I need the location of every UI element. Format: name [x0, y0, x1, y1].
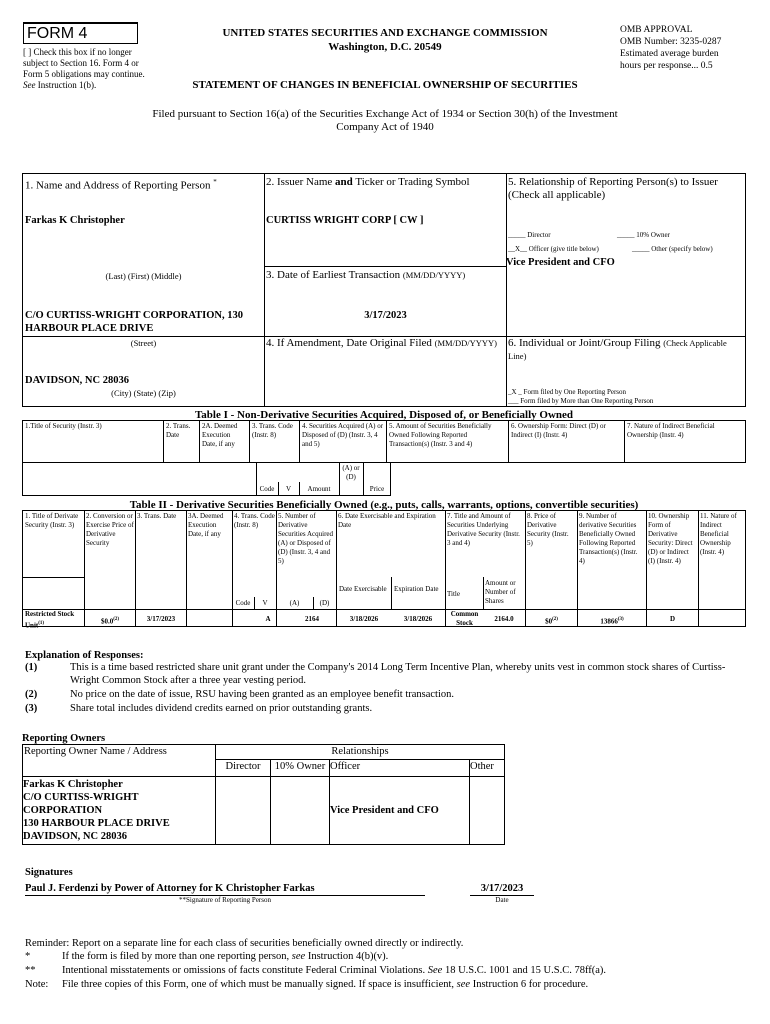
earliest-transaction-date: 3/17/2023	[364, 310, 407, 321]
reminder-note: Note: File three copies of this Form, one of which must be manually signed. If space is insufficient, see Instruction 6 for procedure.	[25, 979, 589, 990]
form-title-box	[23, 22, 138, 44]
table1	[22, 420, 746, 463]
t2-amt: Amount or Number of Shares	[485, 579, 516, 605]
officer-check: __X__ Officer (give title below)	[508, 245, 599, 253]
t2-row-expiration: 3/18/2026	[403, 615, 433, 623]
t1-h4: 4. Securities Acquired (A) or Disposed of (D) (Instr. 3, 4 and 5)	[300, 421, 387, 463]
t2-h4: 4. Trans. Code (Instr. 8)	[234, 512, 275, 529]
divider	[23, 609, 746, 610]
t2-row-price: $0$^{(2)}$	[545, 617, 558, 626]
t1-h3: 3. Trans. Code (Instr. 8)	[250, 421, 300, 463]
owners-col-rel: Relationships	[216, 745, 505, 760]
owner-director	[216, 777, 271, 845]
street-hint: (Street)	[130, 338, 157, 348]
t1-aord: (A) or (D)	[342, 464, 360, 481]
owners-col-director: Director	[216, 760, 271, 777]
t2-row-form: D	[669, 615, 676, 623]
t2-row-security: Restricted Stock Unit$^{(1)}$	[25, 610, 75, 630]
box1-label: 1. Name and Address of Reporting Person *	[25, 178, 217, 192]
divider	[391, 577, 392, 609]
t1-h5: 5. Amount of Securities Beneficially Owned Following Reported Transaction(s) (Instr. 3 and 4)	[387, 421, 509, 463]
t2-h2: 2. Conversion or Exercise Price of Derivative Security	[86, 512, 134, 547]
divider	[264, 266, 506, 267]
t2-row-a: 2164	[305, 615, 319, 623]
owners-col-officer: Officer	[330, 760, 470, 777]
owners-col-ten: 10% Owner	[271, 760, 330, 777]
reminder-note: * If the form is filed by more than one reporting person, see Instruction 4(b)(v).	[25, 951, 389, 962]
t2-row-owned: 13866$^{(3)}$	[600, 617, 624, 626]
t2-v: V	[262, 599, 268, 607]
t2-date-ex: Date Exercisable	[339, 585, 387, 593]
t2-row-title: Common Stock	[450, 610, 479, 627]
t2-row-conv: $0.0$^{(2)}$	[100, 617, 120, 626]
agency-city: Washington, D.C. 20549	[328, 41, 442, 53]
explanation-item: (3) Share total includes dividend credits earned on prior outstanding grants.	[25, 703, 373, 714]
agency-title: UNITED STATES SECURITIES AND EXCHANGE COMMISSION	[222, 27, 548, 39]
reminder-note: ** Intentional misstatements or omissions of facts constitute Federal Criminal Violations. See 18 U.S.C. 1001 and 15 U.S.C. 78ff(a).	[25, 965, 607, 976]
t2-a: (A)	[289, 599, 300, 607]
t1-h1: 1.Title of Security (Instr. 3)	[23, 421, 164, 463]
divider	[506, 174, 507, 407]
other-check: _____ Other (specify below)	[632, 245, 713, 253]
owners-col-other: Other	[470, 760, 505, 777]
owner-ten	[271, 777, 330, 845]
owners-col-name: Reporting Owner Name / Address	[23, 745, 216, 777]
t1-h2a: 2A. Deemed Execution Date, if any	[200, 421, 250, 463]
t1-h6: 6. Ownership Form: Direct (D) or Indirect (I) (Instr. 4)	[509, 421, 625, 463]
owner-address: Farkas K Christopher C/O CURTISS-WRIGHT CORPORATION 130 HARBOUR PLACE DRIVE DAVIDSON, NC 28036	[23, 777, 216, 845]
signature-caption: **Signature of Reporting Person	[179, 896, 271, 904]
checkbox-note: [ ] Check this box if no longer subject to Section 16. Form 4 or Form 5 obligations may continue. See Instruction 1(b).	[23, 47, 145, 90]
box4-label: 4. If Amendment, Date Original Filed (MM/DD/YYYY)	[266, 337, 497, 349]
box6-label: 6. Individual or Joint/Group Filing (Check Applicable Line)	[508, 337, 727, 361]
reporting-person-name: Farkas K Christopher	[25, 215, 125, 226]
reporting-boxes	[22, 173, 746, 407]
reminder: Reminder: Report on a separate line for each class of securities beneficially owned directly or indirectly.	[25, 938, 464, 949]
table1-title: Table I - Non-Derivative Securities Acquired, Disposed of, or Beneficially Owned	[194, 409, 574, 421]
t2-h10: 10. Ownership Form of Derivative Security: Direct (D) or Indirect (I) (Instr. 4)	[648, 512, 693, 565]
table2-title: Table II - Derivative Securities Beneficially Owned (e.g., puts, calls, warrants, options, convertible securities)	[129, 499, 639, 511]
t2-h7: 7. Title and Amount of Securities Underlying Derivative Security (Instr. 3 and 4)	[447, 512, 520, 547]
t2-h3: 3. Trans. Date	[137, 512, 177, 520]
t2-h3a: 3A. Deemed Execution Date, if any	[188, 512, 224, 538]
statement-title: STATEMENT OF CHANGES IN BENEFICIAL OWNERSHIP OF SECURITIES	[192, 79, 578, 91]
t2-h6: 6. Date Exercisable and Expiration Date	[338, 512, 436, 529]
owners-table	[22, 744, 505, 845]
t1-v: V	[285, 485, 292, 493]
divider	[264, 174, 265, 407]
box5-label: 5. Relationship of Reporting Person(s) to Issuer (Check all applicable)	[508, 176, 718, 201]
t2-h9: 9. Number of derivative Securities Beneficially Owned Following Reported Transaction(s) (Instr. 4)	[579, 512, 638, 565]
explanation-item: (1) This is a time based restricted share unit grant under the Company's 2014 Long Term Incentive Plan, whereby units vest in common stock shares of Curtiss-Wright Common Stock after a three year vesting period.	[25, 662, 726, 686]
divider	[23, 577, 84, 578]
name-hint: (Last) (First) (Middle)	[105, 271, 182, 281]
t1-amount: Amount	[307, 485, 331, 493]
reporting-person-city: DAVIDSON, NC 28036	[25, 375, 129, 386]
signatures-title: Signatures	[25, 867, 73, 878]
explanation-title: Explanation of Responses:	[25, 650, 144, 661]
owners-title: Reporting Owners	[22, 733, 106, 744]
reporting-person-street: C/O CURTISS-WRIGHT CORPORATION, 130 HARBOUR PLACE DRIVE	[25, 310, 244, 334]
t2-title: Title	[447, 590, 460, 598]
t2-row-code: A	[265, 615, 271, 623]
box3-label: 3. Date of Earliest Transaction (MM/DD/YYYY)	[266, 269, 466, 281]
t1-h2: 2. Trans. Date	[164, 421, 200, 463]
t2-row-amount: 2164.0	[494, 615, 514, 623]
table2	[22, 510, 746, 630]
t2-d: (D)	[319, 599, 330, 607]
issuer-name: CURTISS WRIGHT CORP [ CW ]	[266, 215, 424, 226]
t2-code: Code	[235, 599, 251, 607]
filing-more: ___ Form filed by More than One Reporting Person	[508, 397, 654, 405]
box2-label: 2. Issuer Name and Ticker or Trading Symbol	[266, 176, 470, 188]
t2-h11: 11. Nature of Indirect Beneficial Ownership (Instr. 4)	[700, 512, 737, 556]
divider	[483, 577, 484, 609]
divider	[339, 462, 340, 496]
ten-pct-check: _____ 10% Owner	[617, 231, 670, 239]
t2-row-date: 3/17/2023	[146, 615, 176, 623]
t2-h1: 1. Title of Derivate Security (Instr. 3)	[25, 512, 79, 529]
signature-date: 3/17/2023	[470, 882, 534, 896]
t2-h5: 5. Number of Derivative Securities Acquired (A) or Disposed of (D) (Instr. 3, 4 and 5)	[278, 512, 334, 565]
signature-date-caption: Date	[495, 896, 509, 904]
t1-h7: 7. Nature of Indirect Beneficial Ownership (Instr. 4)	[625, 421, 746, 463]
signature-name: Paul J. Ferdenzi by Power of Attorney for K Christopher Farkas	[25, 882, 425, 896]
director-check: _____ Director	[508, 231, 551, 239]
t1-subheader	[22, 462, 391, 496]
explanation-item: (2) No price on the date of issue, RSU having been granted as an employee benefit transaction.	[25, 689, 455, 700]
owner-other	[470, 777, 505, 845]
omb-approval: OMB APPROVAL OMB Number: 3235-0287 Estimated average burden hours per response... 0.5	[620, 25, 722, 71]
filing-one: _X _ Form filed by One Reporting Person	[508, 388, 627, 396]
officer-title: Vice President and CFO	[506, 257, 615, 268]
city-hint: (City) (State) (Zip)	[111, 388, 176, 398]
form-title: FORM 4	[27, 25, 88, 42]
t2-row-exercisable: 3/18/2026	[349, 615, 379, 623]
t1-code: Code	[259, 485, 275, 493]
owner-officer: Vice President and CFO	[330, 777, 470, 845]
t2-h8: 8. Price of Derivative Security (Instr. 5)	[527, 512, 569, 547]
filed-pursuant: Filed pursuant to Section 16(a) of the Securities Exchange Act of 1934 or Section 30(h) of the Investment Company Act of 1940	[152, 108, 618, 133]
t1-price: Price	[369, 485, 385, 493]
t2-exp: Expiration Date	[394, 585, 439, 593]
